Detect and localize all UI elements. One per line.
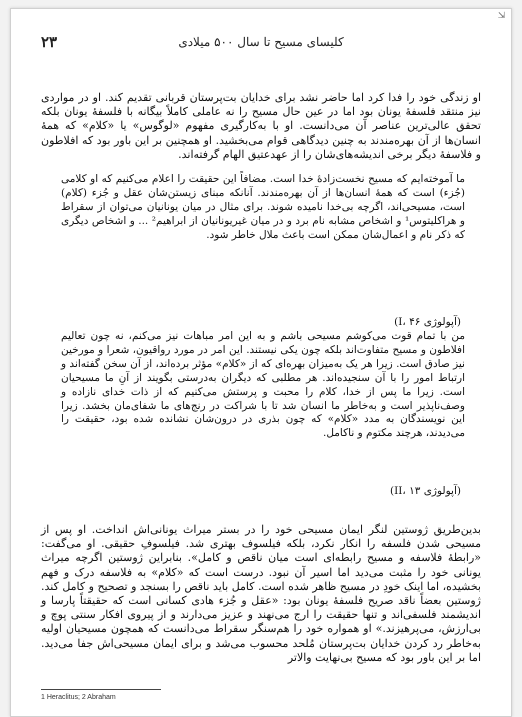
block-quote-1: ما آموخته‌ایم که مسیح نخست‌زادهٔ خدا است. مضافاً این حقیقت را اعلام می‌کنیم که او کلامی (جُزء) است که همهٔ انسان‌ها از آن بهره‌مندند. آنانکه مبنای زیستن‌شان عقل و جُزء (کلام) است، مسیحی‌اند، اگرچه بی‌خدا نامیده شوند. برای مثال در میان یونانیان می‌توان از سقراط و هراکلیتوس¹ و اشخاص مشابه نام برد و در میان غیریونانیان از ابراهیم² ... و اشخاص دیگری که ذکر نام و اعمال‌شان ممکن است باعث ملال خاطر شود. <box>61 173 465 241</box>
page-number: ۲۳ <box>41 33 58 51</box>
footnotes: 1 Heraclitus; 2 Abraham <box>41 694 116 701</box>
quote-citation-2: (آپولوژی II، ۱۳) <box>389 485 461 497</box>
document-page <box>10 8 512 717</box>
block-quote-2: من با تمام قوت می‌کوشم مسیحی باشم و به این امر مباهات نیز می‌کنم، نه چون تعالیم افلاطون و مسیح متفاوت‌اند بلکه چون یکی نیستند. این امر در مورد رواقیون، شعرا و مورخین نیز صادق است. زیرا هر یک به‌میزان بهره‌ای که از «کلام» مؤثر برده‌اند، از آن سخن گفته‌اند و ارتباط امور را با آن سنجیده‌اند. هر مطلبی که دیگران به‌درستی بگویند از آنِ ما مسیحیان است. زیرا ما پس از خدا، کلام را محبت و پرستش می‌کنیم که از ذات خدای نازاده و وصف‌ناپذیر است و به‌خاطر ما انسان شد تا با شراکت در رنج‌های ما شفای‌مان بخشد. زیرا این نویسندگان به مدد «کلام» که چون بذری در درون‌شان نشانده شده بود، حقیقت را می‌دیدند، هرچند مکتوم و ناکامل. <box>61 330 465 440</box>
paragraph-3: بدین‌طریق ژوستین لنگر ایمان مسیحی خود را در بستر میراث یونانی‌اش انداخت. او پس از مسیحی شدن فلسفه را انکار نکرد، بلکه فیلسوف بهتری شد. فیلسوفِ حقیقی. او می‌گفت: «رابطهٔ فلاسفه و مسیح رابطه‌ای است میان ناقص و کامل». بنابراین ژوستین اگرچه میراث یونانی خود را مثبت می‌دید اما اسیر آن نبود. درست است که «کلام» به فلاسفه درک و فهم بخشیده، اما اینک خودِ در مسیح ظاهر شده است. کامل باید ناقص را بسنجد و تصحیح و کامل کند. ژوستین بعضاً ناقد صریح فلسفهٔ یونان بود: «عقل و جُزء هادی کسانی است که حقیقتاً پارسا و اندیشمند فلسفی‌اند و تنها حقیقت را ارج می‌نهند و عزیز می‌دارند و از پیروی افکار سنتی پوچ و بی‌ارزش، می‌پرهیزند.» او همواره خود را هم‌سنگر سقراط می‌دانست که همچون مسیحیان اولیه به‌خاطر رد کردن خدایان بت‌پرستان مُلحد محسوب می‌شد و برای ایمان مسیحی‌اش جفا می‌دید. اما بر این باور بود که مسیح بی‌نهایت والاتر <box>41 523 481 664</box>
running-title: کلیسای مسیح تا سال ۵۰۰ میلادی <box>178 35 344 49</box>
page-header <box>41 33 481 53</box>
quote-citation-1: (آپولوژی I، ۴۶) <box>394 316 461 328</box>
paragraph-1: او زندگی خود را فدا کرد اما حاضر نشد برای خدایان بت‌پرستان قربانی تقدیم کند. او در مواردی نیز منتقد فلسفهٔ یونان بود اما در عین حال مسیح را نه عاملی کاملاً بیگانه با فلسفهٔ یونان بلکه تحقق عالی‌ترین عناصر آن می‌دانست. او با به‌کارگیری مفهوم «لوگوس» یا «کلام» که همهٔ انسان‌ها از آن بهره‌مندند به چنین دیدگاهی قوام می‌بخشید. او همچنین بر این باور بود که افلاطون و فلاسفهٔ دیگر برخی اندیشه‌های‌شان را از عهدعتیق الهام گرفته‌اند. <box>41 91 481 161</box>
expand-icon[interactable]: ⇲ <box>497 11 505 21</box>
footnote-divider <box>41 689 161 690</box>
